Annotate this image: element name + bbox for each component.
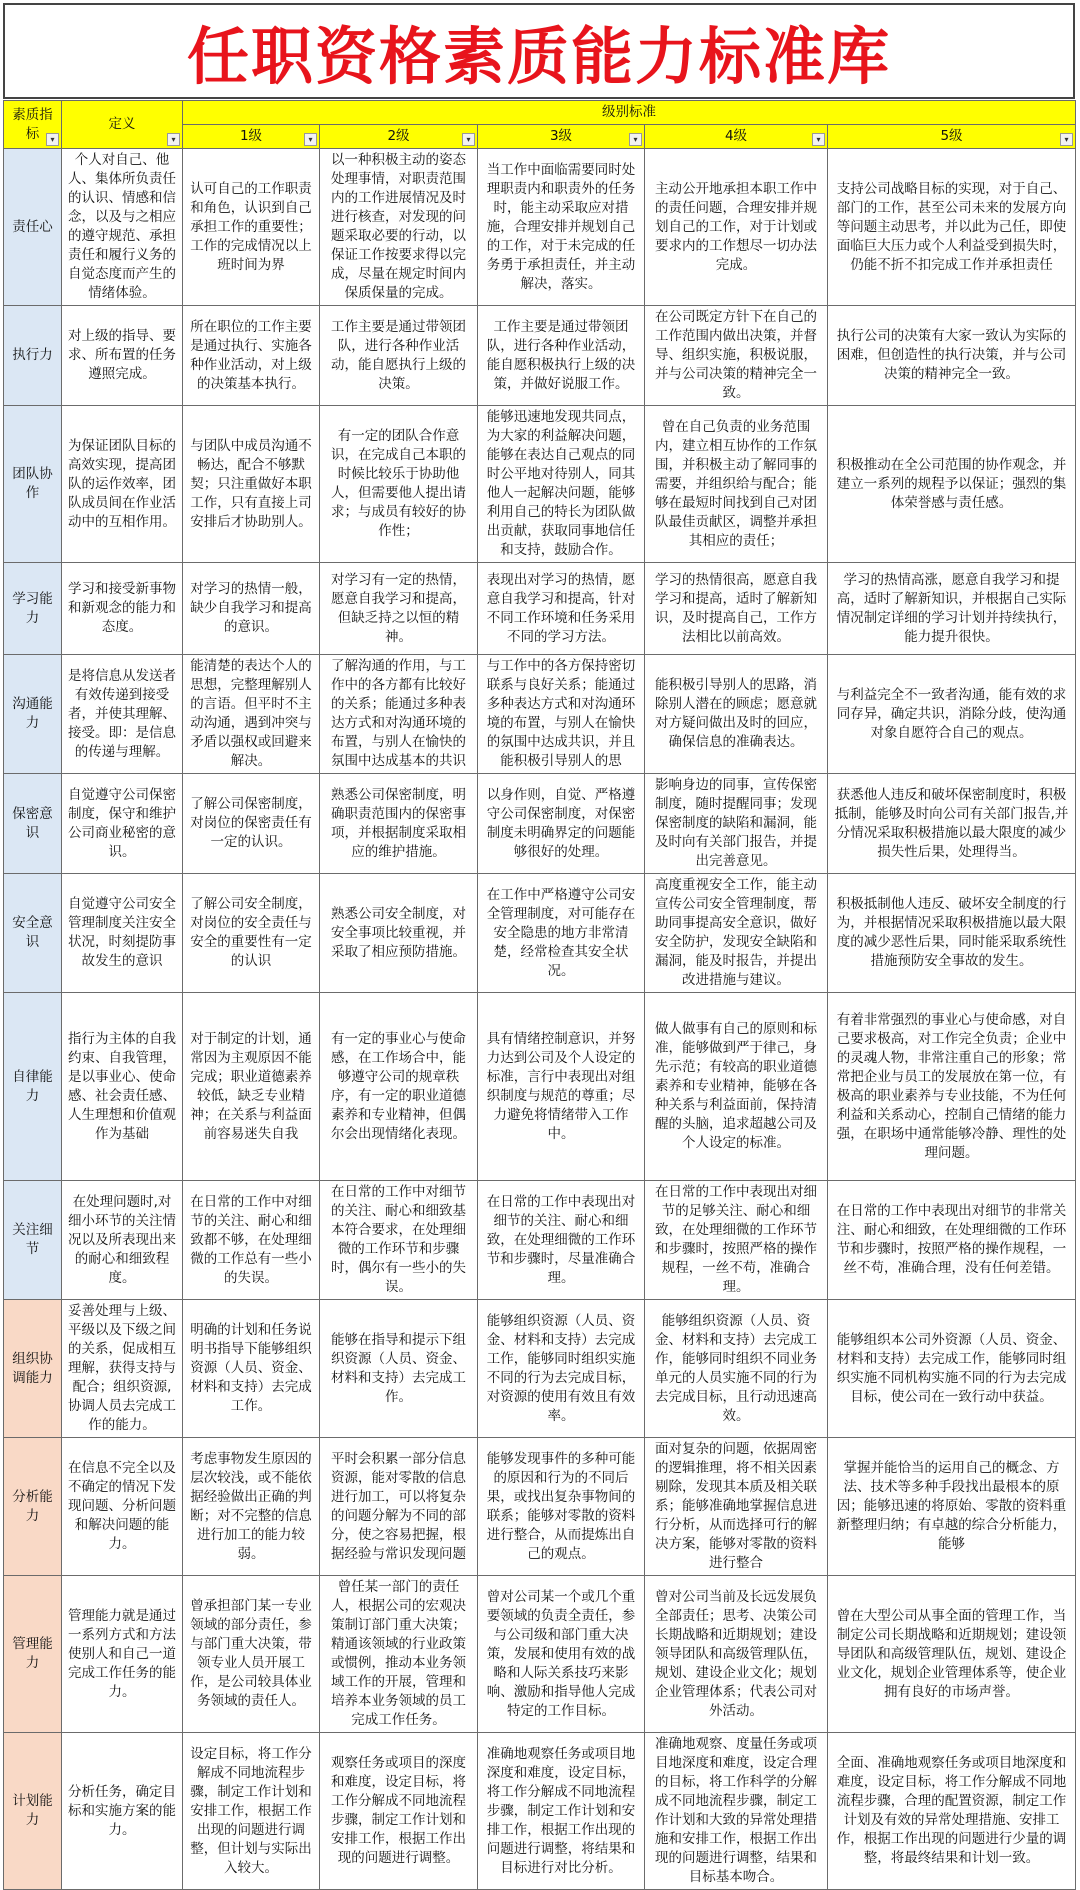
indicator-cell: 自律能力 xyxy=(4,993,62,1181)
level-cell: 曾对公司当前及长远发展负全部责任；思考、决策公司长期战略和近期规划；建设领导团队和高级管理队伍，规划、建设企业文化；规划企业管理体系；代表公司对外活动。 xyxy=(645,1576,828,1733)
header-definition xyxy=(62,101,183,149)
filter-dropdown-icon[interactable]: ▾ xyxy=(304,133,317,146)
header-level-group-label: 级别标准 xyxy=(602,104,656,120)
filter-dropdown-icon[interactable]: ▾ xyxy=(462,133,475,146)
definition-cell: 管理能力就是通过一系列方式和方法使别人和自己一道完成工作任务的能力。 xyxy=(62,1576,183,1733)
level-cell: 明确的计划和任务说明书指导下能够组织资源（人员、资金、材料和支持）去完成工作。 xyxy=(183,1300,320,1438)
level-cell: 熟悉公司安全制度，对安全事项比较重视，并采取了相应预防措施。 xyxy=(320,874,478,993)
level-cell: 曾在大型公司从事全面的管理工作，当制定公司长期战略和近期规划；建设领导团队和高级管理队伍，规划、建设企业文化，规划企业管理体系等，使企业拥有良好的市场声誉。 xyxy=(828,1576,1076,1733)
indicator-cell: 保密意识 xyxy=(4,774,62,874)
definition-cell: 妥善处理与上级、平级以及下级之间的关系，促成相互理解，获得支持与配合；组织资源,协调人员去完成工作的能力。 xyxy=(62,1300,183,1438)
indicator-cell: 分析能力 xyxy=(4,1438,62,1576)
definition-cell: 在信息不完全以及不确定的情况下发现问题、分析问题和解决问题的能力。 xyxy=(62,1438,183,1576)
table-row xyxy=(4,1300,1076,1438)
header-level-2 xyxy=(320,125,478,149)
level-cell: 以一种积极主动的姿态处理事情，对职责范围内的工作进展情况及时进行核查，对发现的问题采取必要的行动，以保证工作按要求得以完成，尽量在规定时间内保质保量的完成。 xyxy=(320,149,478,306)
level-cell: 能够组织资源（人员、资金、材料和支持）去完成工作，能够同时组织实施不同的行为去完成目标，对资源的使用有效且有效率。 xyxy=(478,1300,645,1438)
table-row xyxy=(4,406,1076,563)
competency-table xyxy=(3,100,1076,1890)
header-level-1 xyxy=(183,125,320,149)
filter-dropdown-icon[interactable]: ▾ xyxy=(812,133,825,146)
page-title: 任职资格素质能力标准库 xyxy=(3,3,1075,99)
definition-cell: 在处理问题时,对细小环节的关注情况以及所表现出来的耐心和细致程度。 xyxy=(62,1181,183,1300)
table-row xyxy=(4,1438,1076,1576)
level-cell: 与团队中成员沟通不畅达，配合不够默契；只注重做好本职工作，只有直接上司安排后才协助别人。 xyxy=(183,406,320,563)
level-cell: 以身作则，自觉、严格遵守公司保密制度，对保密制度未明确界定的问题能够很好的处理。 xyxy=(478,774,645,874)
level-cell: 能够发现事件的多种可能的原因和行为的不同后果，或找出复杂事物间的联系；能够对零散的资料进行整合，从而提炼出自己的观点。 xyxy=(478,1438,645,1576)
definition-cell: 自觉遵守公司安全管理制度关注安全状况，时刻提防事故发生的意识 xyxy=(62,874,183,993)
level-cell: 能够在指导和提示下组织资源（人员、资金、材料和支持）去完成工作。 xyxy=(320,1300,478,1438)
definition-cell: 是将信息从发送者有效传递到接受者，并使其理解、接受。即：是信息的传递与理解。 xyxy=(62,655,183,774)
header-level-label: 5级 xyxy=(940,128,963,144)
level-cell: 曾在自己负责的业务范围内，建立相互协作的工作氛围，并积极主动了解同事的需要，并组织给与配合；能够在最短时间找到自己对团队最佳贡献区，调整并承担其相应的责任； xyxy=(645,406,828,563)
header-level-5 xyxy=(828,125,1076,149)
table-row xyxy=(4,306,1076,406)
level-cell: 对于制定的计划，通常因为主观原因不能完成；职业道德素养较低，缺乏专业精神；在关系与利益面前容易迷失自我 xyxy=(183,993,320,1181)
definition-cell: 自觉遵守公司保密制度，保守和维护公司商业秘密的意识。 xyxy=(62,774,183,874)
level-cell: 与工作中的各方保持密切联系与良好关系；能通过多种表达方式和对沟通环境的布置，与别人在愉快的氛围中达成共识，并且能积极引导别人的思 xyxy=(478,655,645,774)
filter-dropdown-icon[interactable]: ▾ xyxy=(629,133,642,146)
level-cell: 曾任某一部门的责任人，根据公司的宏观决策制订部门重大决策；精通该领域的行业政策或惯例，推动本业务领域工作的开展，管理和培养本业务领域的员工完成工作任务。 xyxy=(320,1576,478,1733)
level-cell: 在日常的工作中表现出对细节的关注、耐心和细致，在处理细微的工作环节和步骤时，尽量准确合理。 xyxy=(478,1181,645,1300)
definition-cell: 为保证团队目标的高效实现，提高团队的运作效率，团队成员间在作业活动中的互相作用。 xyxy=(62,406,183,563)
table-row xyxy=(4,149,1076,306)
table-row xyxy=(4,563,1076,655)
header-level-4 xyxy=(645,125,828,149)
level-cell: 在日常的工作中表现出对细节的非常关注、耐心和细致，在处理细微的工作环节和步骤时，按照严格的操作规程，一丝不苟，准确合理，没有任何差错。 xyxy=(828,1181,1076,1300)
level-cell: 能够迅速地发现共同点，为大家的利益解决问题，能够在表达自己观点的同时公平地对待别人，同其他人一起解决问题，能够利用自己的特长为团队做出贡献，获取同事地信任和支持，鼓励合作。 xyxy=(478,406,645,563)
level-cell: 了解公司安全制度，对岗位的安全责任与安全的重要性有一定的认识 xyxy=(183,874,320,993)
level-cell: 能清楚的表达个人的思想，完整理解别人的言语。但平时不主动沟通，遇到冲突与矛盾以强权或回避来解决。 xyxy=(183,655,320,774)
level-cell: 有一定的事业心与使命感，在工作场合中，能够遵守公司的规章秩序，有一定的职业道德素养和专业精神，但偶尔会出现情绪化表现。 xyxy=(320,993,478,1181)
indicator-cell: 责任心 xyxy=(4,149,62,306)
level-cell: 在日常的工作中对细节的关注、耐心和细致都不够，在处理细微的工作总有一些小的失误。 xyxy=(183,1181,320,1300)
level-cell: 对学习有一定的热情，愿意自我学习和提高，但缺乏持之以恒的精神。 xyxy=(320,563,478,655)
level-cell: 熟悉公司保密制度，明确职责范围内的保密事项，并根据制度采取相应的维护措施。 xyxy=(320,774,478,874)
level-cell: 能够组织资源（人员、资金、材料和支持）去完成工作，能够同时组织不同业务单元的人员实施不同的行为去完成目标，且行动迅速高效。 xyxy=(645,1300,828,1438)
definition-cell: 个人对自己、他人、集体所负责任的认识、情感和信念，以及与之相应的遵守规范、承担责任和履行义务的自觉态度而产生的情绪体验。 xyxy=(62,149,183,306)
definition-cell: 分析任务，确定目标和实施方案的能力。 xyxy=(62,1733,183,1890)
level-cell: 平时会积累一部分信息资源，能对零散的信息进行加工，可以将复杂的问题分解为不同的部分，使之容易把握，根据经验与常识发现问题 xyxy=(320,1438,478,1576)
level-cell: 设定目标，将工作分解成不同地流程步骤，制定工作计划和安排工作，根据工作出现的问题进行调整，但计划与实际出入较大。 xyxy=(183,1733,320,1890)
level-cell: 了解公司保密制度，对岗位的保密责任有一定的认识。 xyxy=(183,774,320,874)
header-level-group xyxy=(183,101,1076,125)
level-cell: 工作主要是通过带领团队，进行各种作业活动，能自愿积极执行上级的决策，并做好说服工作。 xyxy=(478,306,645,406)
table-row xyxy=(4,1181,1076,1300)
level-cell: 支持公司战略目标的实现，对于自己、部门的工作，甚至公司未来的发展方向等问题主动思考，并以此为己任，即使面临巨大压力或个人利益受到损失时，仍能不折不扣完成工作并承担责任 xyxy=(828,149,1076,306)
level-cell: 做人做事有自己的原则和标准，能够做到严于律己，身先示范；有较高的职业道德素养和专业精神，能够在各种关系与利益面前，保持清醒的头脑，追求超越公司及个人设定的标准。 xyxy=(645,993,828,1181)
level-cell: 所在职位的工作主要是通过执行、实施各种作业活动，对上级的决策基本执行。 xyxy=(183,306,320,406)
level-cell: 在日常的工作中对细节的关注、耐心和细致基本符合要求，在处理细微的工作环节和步骤时，偶尔有一些小的失误。 xyxy=(320,1181,478,1300)
level-cell: 观察任务或项目的深度和难度，设定目标，将工作分解成不同地流程步骤，制定工作计划和安排工作，根据工作出现的问题进行调整。 xyxy=(320,1733,478,1890)
level-cell: 主动公开地承担本职工作中的责任问题，合理安排并规划自己的工作，对于计划或要求内的工作想尽一切办法完成。 xyxy=(645,149,828,306)
header-indicator-label: 素质指标 xyxy=(12,106,53,142)
header-level-label: 1级 xyxy=(239,128,263,144)
level-cell: 曾承担部门某一专业领域的部分责任，参与部门重大决策，带领专业人员开展工作，是公司较具体业务领域的责任人。 xyxy=(183,1576,320,1733)
level-cell: 了解沟通的作用，与工作中的各方都有比较好的关系；能通过多种表达方式和对沟通环境的布置，与别人在愉快的氛围中达成基本的共识 xyxy=(320,655,478,774)
level-cell: 能够组织本公司外资源（人员、资金、材料和支持）去完成工作，能够同时组织实施不同机构实施不同的行为去完成目标，使公司在一致行动中获益。 xyxy=(828,1300,1076,1438)
indicator-cell: 执行力 xyxy=(4,306,62,406)
level-cell: 获悉他人违反和破坏保密制度时，积极抵制，能够及时向公司有关部门报告,并分情况采取积极措施以最大限度的减少损失性后果，处理得当。 xyxy=(828,774,1076,874)
level-cell: 与利益完全不一致者沟通，能有效的求同存异，确定共识，消除分歧，使沟通对象自愿符合自己的观点。 xyxy=(828,655,1076,774)
level-cell: 当工作中面临需要同时处理职责内和职责外的任务时，能主动采取应对措施，合理安排并规划自己的工作，对于未完成的任务勇于承担责任，并主动解决，落实。 xyxy=(478,149,645,306)
indicator-cell: 学习能力 xyxy=(4,563,62,655)
header-row-top xyxy=(4,101,1076,125)
header-level-3 xyxy=(478,125,645,149)
filter-dropdown-icon[interactable]: ▾ xyxy=(1060,133,1073,146)
header-definition-label: 定义 xyxy=(108,116,136,132)
definition-cell: 指行为主体的自我约束、自我管理，是以事业心、使命感、社会责任感、人生理想和价值观作为基础 xyxy=(62,993,183,1181)
level-cell: 认可自己的工作职责和角色，认识到自己承担工作的重要性；工作的完成情况以上班时间为界 xyxy=(183,149,320,306)
level-cell: 高度重视安全工作，能主动宣传公司安全管理制度，帮助同事提高安全意识，做好安全防护，发现安全缺陷和漏洞，能及时报告，并提出改进措施与建议。 xyxy=(645,874,828,993)
level-cell: 全面、准确地观察任务或项目地深度和难度，设定目标，将工作分解成不同地流程步骤，合理的配置资源，制定工作计划及有效的异常处理措施、安排工作，根据工作出现的问题进行少量的调整，将最终结果和计划一致。 xyxy=(828,1733,1076,1890)
level-cell: 能积极引导别人的思路，消除别人潜在的顾虑；愿意就对方疑问做出及时的回应，确保信息的准确表达。 xyxy=(645,655,828,774)
level-cell: 学习的热情很高，愿意自我学习和提高，适时了解新知识，及时提高自己，工作方法相比以前高效。 xyxy=(645,563,828,655)
table-row xyxy=(4,1733,1076,1890)
level-cell: 影响身边的同事，宣传保密制度，随时提醒同事；发现保密制度的缺陷和漏洞，能及时向有关部门报告，并提出完善意见。 xyxy=(645,774,828,874)
header-level-label: 2级 xyxy=(387,128,410,144)
filter-dropdown-icon[interactable]: ▾ xyxy=(46,133,59,146)
level-cell: 对学习的热情一般，缺少自我学习和提高的意识。 xyxy=(183,563,320,655)
level-cell: 有一定的团队合作意识，在完成自己本职的时候比较乐于协助他人，但需要他人提出请求；与成员有较好的协作性； xyxy=(320,406,478,563)
indicator-cell: 团队协作 xyxy=(4,406,62,563)
header-level-label: 4级 xyxy=(724,128,748,144)
level-cell: 在日常的工作中表现出对细节的足够关注、耐心和细致，在处理细微的工作环节和步骤时，按照严格的操作规程，一丝不苟，准确合理。 xyxy=(645,1181,828,1300)
level-cell: 面对复杂的问题，依据周密的逻辑推理，将不相关因素剔除，发现其本质及相关联系；能够准确地掌握信息进行分析，从而选择可行的解决方案，能够对零散的资料进行整合 xyxy=(645,1438,828,1576)
table-row xyxy=(4,1576,1076,1733)
header-level-label: 3级 xyxy=(549,128,573,144)
level-cell: 工作主要是通过带领团队，进行各种作业活动，能自愿执行上级的决策。 xyxy=(320,306,478,406)
filter-dropdown-icon[interactable]: ▾ xyxy=(167,133,180,146)
definition-cell: 对上级的指导、要求、所布置的任务遵照完成。 xyxy=(62,306,183,406)
indicator-cell: 沟通能力 xyxy=(4,655,62,774)
level-cell: 表现出对学习的热情，愿意自我学习和提高，针对不同工作环境和任务采用不同的学习方法。 xyxy=(478,563,645,655)
table-row xyxy=(4,655,1076,774)
indicator-cell: 关注细节 xyxy=(4,1181,62,1300)
level-cell: 在工作中严格遵守公司安全管理制度，对可能存在安全隐患的地方非常清楚，经常检查其安全状况。 xyxy=(478,874,645,993)
table-row xyxy=(4,993,1076,1181)
table-row xyxy=(4,774,1076,874)
level-cell: 有着非常强烈的事业心与使命感，对自己要求极高，对工作完全负责；企业中的灵魂人物，非常注重自己的形象；常常把企业与员工的发展放在第一位，有极高的职业素养与专业技能，不为任何利益和关系动心，控制自己情绪的能力强，在职场中通常能够冷静、理性的处理问题。 xyxy=(828,993,1076,1181)
level-cell: 积极推动在全公司范围的协作观念，并建立一系列的规程予以保证；强烈的集体荣誉感与责任感。 xyxy=(828,406,1076,563)
level-cell: 准确地观察、度量任务或项目地深度和难度，设定合理的目标，将工作科学的分解成不同地流程步骤，制定工作计划和大致的异常处理措施和安排工作，根据工作出现的问题进行调整，结果和目标基本吻合。 xyxy=(645,1733,828,1890)
level-cell: 掌握并能恰当的运用自己的概念、方法、技术等多种手段找出最根本的原因；能够迅速的将原始、零散的资料重新整理归纳；有卓越的综合分析能力，能够 xyxy=(828,1438,1076,1576)
level-cell: 积极抵制他人违反、破坏安全制度的行为，并根据情况采取积极措施以最大限度的减少恶性后果，同时能采取系统性措施预防安全事故的发生。 xyxy=(828,874,1076,993)
level-cell: 准确地观察任务或项目地深度和难度，设定目标，将工作分解成不同地流程步骤，制定工作计划和安排工作，根据工作出现的问题进行调整，将结果和目标进行对比分析。 xyxy=(478,1733,645,1890)
level-cell: 学习的热情高涨，愿意自我学习和提高，适时了解新知识，并根据自己实际情况制定详细的学习计划并持续执行，能力提升很快。 xyxy=(828,563,1076,655)
level-cell: 在公司既定方针下在自己的工作范围内做出决策，并督导、组织实施，积极说服，并与公司决策的精神完全一致。 xyxy=(645,306,828,406)
level-cell: 具有情绪控制意识，并努力达到公司及个人设定的标准，言行中表现出对组织制度与规范的尊重；尽力避免将情绪带入工作中。 xyxy=(478,993,645,1181)
level-cell: 考虑事物发生原因的层次较浅，或不能依据经验做出正确的判断；对不完整的信息进行加工的能力较弱。 xyxy=(183,1438,320,1576)
definition-cell: 学习和接受新事物和新观念的能力和态度。 xyxy=(62,563,183,655)
indicator-cell: 管理能力 xyxy=(4,1576,62,1733)
indicator-cell: 计划能力 xyxy=(4,1733,62,1890)
header-indicator xyxy=(4,101,62,149)
table-row xyxy=(4,874,1076,993)
level-cell: 曾对公司某一个或几个重要领域的负责全责任，参与公司级和部门重大决策，发展和使用有效的战略和人际关系技巧来影响、激励和指导他人完成特定的工作目标。 xyxy=(478,1576,645,1733)
level-cell: 执行公司的决策有大家一致认为实际的困难，但创造性的执行决策，并与公司决策的精神完全一致。 xyxy=(828,306,1076,406)
indicator-cell: 安全意识 xyxy=(4,874,62,993)
indicator-cell: 组织协调能力 xyxy=(4,1300,62,1438)
